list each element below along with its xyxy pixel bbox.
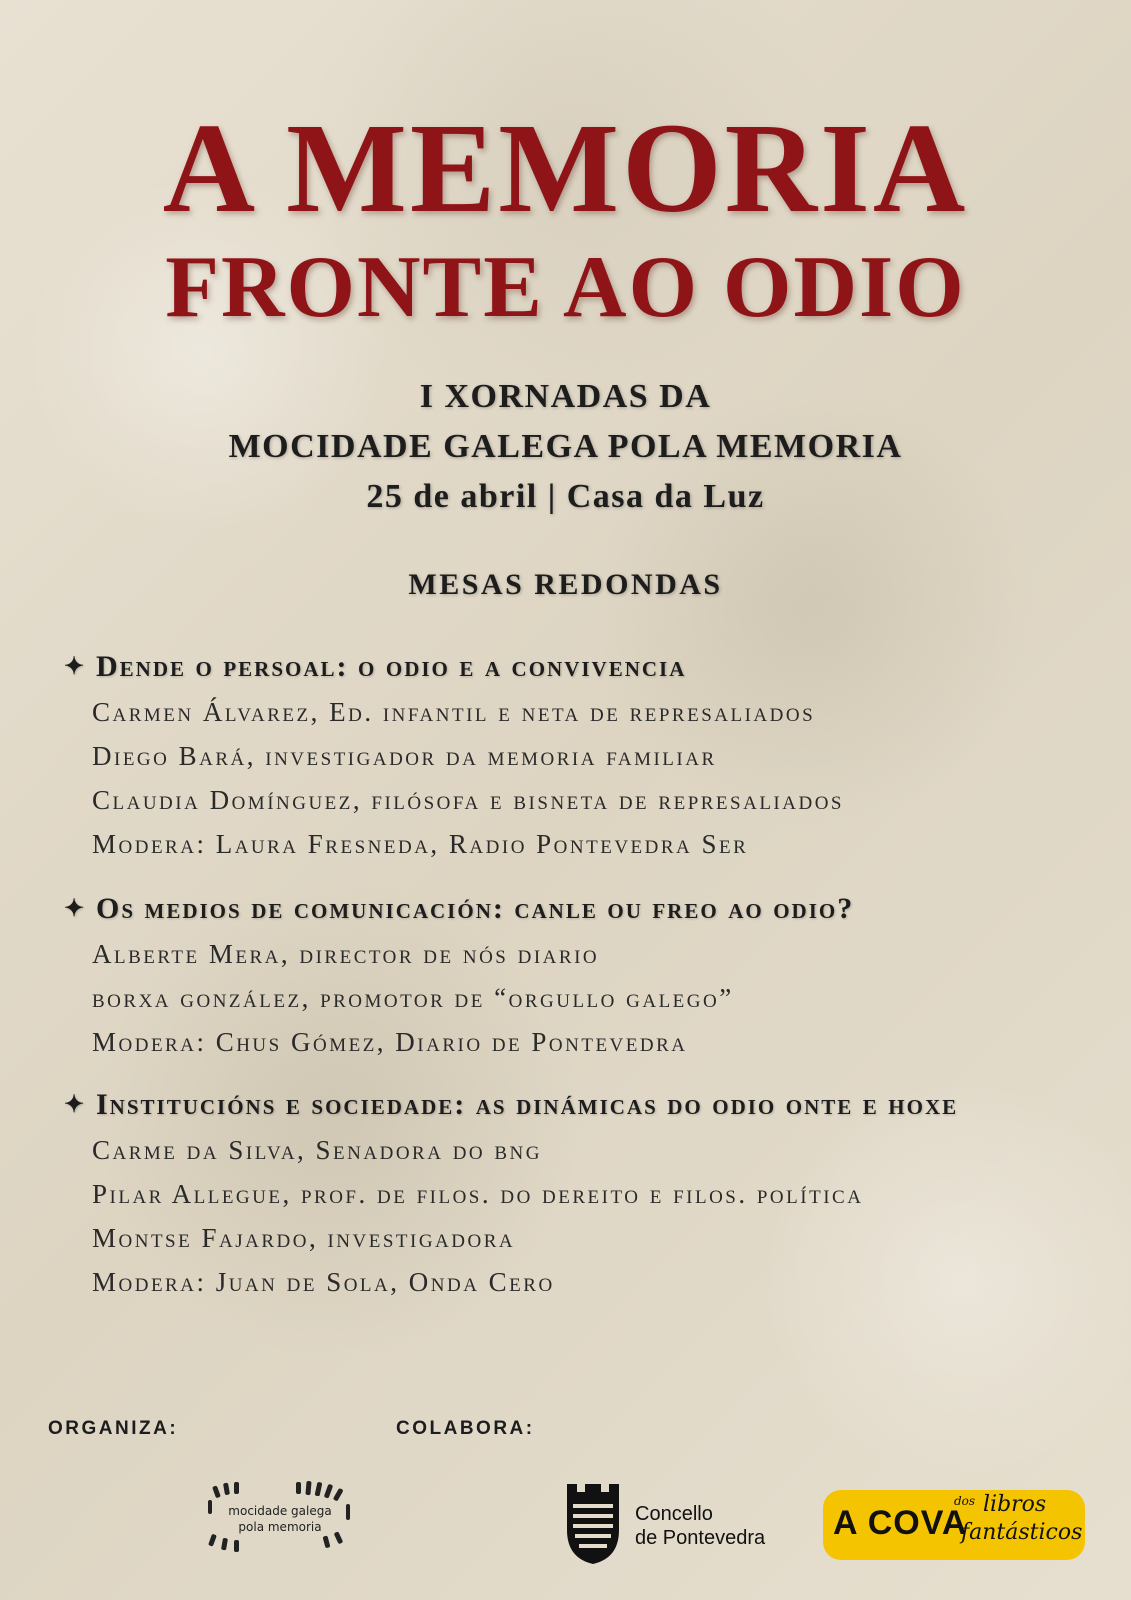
- star-bullet-icon: ✦: [64, 1092, 87, 1118]
- session-title-text: Os medios de comunicación: canle ou freo ao odio?: [96, 892, 855, 925]
- concello-logo-line-2: de Pontevedra: [635, 1527, 766, 1549]
- mocidade-logo-icon: [200, 1474, 360, 1564]
- moderator: Modera: Laura Fresneda, Radio Pontevedra Ser: [92, 829, 749, 859]
- star-bullet-icon: ✦: [64, 654, 87, 680]
- subtitle-line-1: I XORNADAS DA: [419, 378, 712, 415]
- session-1: [64, 644, 1104, 866]
- session-title-text: Institucións e sociedade: as dinámicas do odio onte e hoxe: [96, 1088, 959, 1121]
- colabora-label: COLABORA:: [396, 1418, 535, 1439]
- session-title: [64, 886, 1104, 932]
- session-3: [64, 1082, 1104, 1304]
- session-title: [64, 1082, 1104, 1128]
- participant: Diego Bará, investigador da memoria familiar: [92, 741, 717, 771]
- participant: Claudia Domínguez, filósofa e bisneta de represaliados: [92, 785, 844, 815]
- star-bullet-icon: ✦: [64, 896, 87, 922]
- title-line-2: FRONTE AO ODIO: [165, 239, 966, 336]
- a-cova-logo-fantasticos: fantásticos: [961, 1520, 1083, 1545]
- a-cova-logo-libros: libros: [983, 1492, 1047, 1517]
- a-cova-logo: [823, 1490, 1085, 1560]
- participant: Pilar Allegue, prof. de filos. do dereito e filos. política: [92, 1179, 864, 1209]
- participant: Carme da Silva, Senadora do bng: [92, 1135, 543, 1165]
- moderator: Modera: Juan de Sola, Onda Cero: [92, 1267, 555, 1297]
- a-cova-logo-dos: dos: [954, 1494, 976, 1508]
- organiza-label: ORGANIZA:: [48, 1418, 179, 1439]
- event-date-venue: 25 de abril | Casa da Luz: [366, 478, 765, 515]
- participant: borxa gonzález, promotor de “orgullo galego”: [92, 983, 734, 1013]
- concello-logo-line-1: Concello: [635, 1503, 713, 1525]
- moderator: Modera: Chus Gómez, Diario de Pontevedra: [92, 1027, 688, 1057]
- participant: Carmen Álvarez, Ed. infantil e neta de represaliados: [92, 697, 816, 727]
- mocidade-logo-line-2: pola memoria: [238, 1520, 322, 1534]
- title-line-1: A MEMORIA: [162, 97, 969, 239]
- a-cova-logo-main: A COVA: [833, 1504, 968, 1542]
- subtitle-line-2: MOCIDADE GALEGA POLA MEMORIA: [228, 428, 903, 465]
- session-2: [64, 886, 1104, 1064]
- session-title-text: Dende o persoal: o odio e a convivencia: [96, 650, 687, 683]
- participant: Alberte Mera, director de nós diario: [92, 939, 600, 969]
- participant: Montse Fajardo, investigadora: [92, 1223, 516, 1253]
- session-title: [64, 644, 1104, 690]
- pontevedra-shield-icon: [563, 1480, 623, 1566]
- section-heading: MESAS REDONDAS: [408, 568, 723, 601]
- mocidade-logo-line-1: mocidade galega: [228, 1504, 332, 1518]
- concello-logo: [563, 1480, 803, 1570]
- mocidade-logo: [200, 1474, 360, 1564]
